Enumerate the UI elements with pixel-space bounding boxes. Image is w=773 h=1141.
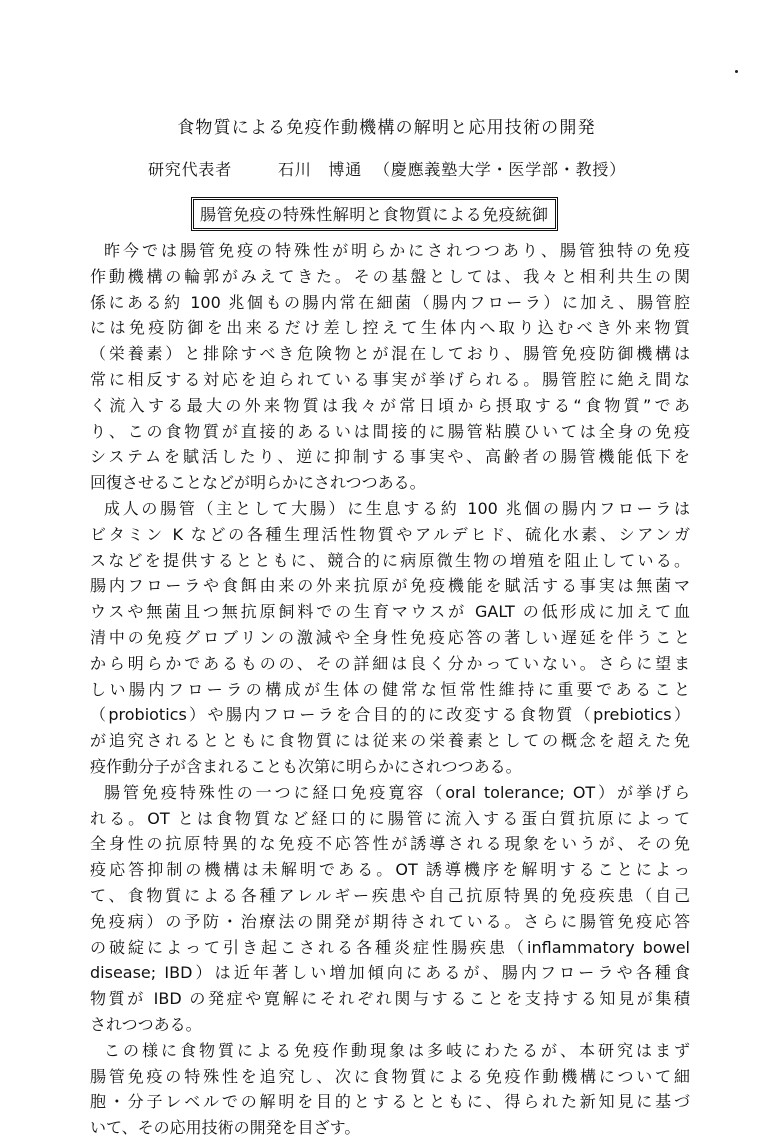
paragraph-3-line: 疫応答抑制の機構は未解明である。OT 誘導機序を解明することによっ [90,860,690,880]
paragraph-4-line: 腸管免疫の特殊性を追究し、次に食物質による免疫作動機構について細 [90,1066,690,1086]
researcher-name: 石川 博通 [278,160,363,179]
paragraph-4-line: 胞・分子レベルでの解明を目的とするとともに、得られた新知見に基づ [90,1092,690,1112]
paragraph-1-line: 回復させることなどが明らかにされつつある。 [90,473,426,493]
paragraph-2-line: 清中の免疫グロブリンの激減や全身性免疫応答の著しい遅延を伴うこと [90,627,690,647]
researcher-line [148,157,626,180]
paragraph-2-line: 成人の腸管（主として大腸）に生息する約 100 兆個の腸内フローラは [104,498,690,518]
section-heading: 腸管免疫の特殊性解明と食物質による免疫統御 [193,199,556,229]
paragraph-1-line: システムを賦活したり、逆に抑制する事実や、高齢者の腸管機能低下を [90,447,690,467]
paragraph-3-line: disease; IBD）は近年著しい増加傾向にあるが、腸内フローラや各種食 [90,963,690,983]
paragraph-2-line: が追究されるとともに食物質には従来の栄養素としての概念を超えた免 [90,731,690,751]
paragraph-2-line: 疫作動分子が含まれることも次第に明らかにされつつある。 [90,756,522,776]
body-text [90,238,690,1141]
paragraph-3-line: 全身性の抗原特異的な免疫不応答性が誘導される現象をいうが、その免 [90,834,690,854]
paragraph-1-line: 作動機構の輪郭がみえてきた。その基盤としては、我々と相利共生の関 [90,266,690,286]
paragraph-2-line: 腸内フローラや食餌由来の外来抗原が免疫機能を賦活する事実は無菌マ [90,576,690,596]
paragraph-3-line: 物質が IBD の発症や寛解にそれぞれ関与することを支持する知見が集積 [90,989,690,1009]
scan-speck [735,70,738,73]
paragraph-1-line: り、この食物質が直接的あるいは間接的に腸管粘膜ひいては全身の免疫 [90,421,690,441]
paragraph-3-line: されつつある。 [90,1014,202,1034]
paragraph-3-line: 免疫病）の予防・治療法の開発が期待されている。さらに腸管免疫応答 [90,911,690,931]
paragraph-4-line: いて、その応用技術の開発を目ざす。 [90,1118,361,1138]
paragraph-1-line: 常に相反する対応を迫られている事実が挙げられる。腸管腔に絶え間な [90,369,690,389]
paragraph-1-line: く流入する最大の外来物質は我々が常日頃から摂取する“食物質”であ [90,395,690,415]
paragraph-3-line: れる。OT とは食物質など経口的に腸管に流入する蛋白質抗原によって [90,808,690,828]
researcher-role: 研究代表者 [148,160,233,179]
paragraph-1-line: （栄養素）と排除すべき危険物とが混在しており、腸管免疫防御機構は [90,344,690,364]
paragraph-1-line: 昨今では腸管免疫の特殊性が明らかにされつつあり、腸管独特の免疫 [104,241,690,260]
paragraph-1-line: には免疫防御を出来るだけ差し控えて生体内へ取り込むべき外来物質 [90,318,690,338]
paragraph-2-line: スなどを提供するとともに、競合的に病原微生物の増殖を阻止している。 [90,550,690,570]
paragraph-3-line: 腸管免疫特殊性の一つに経口免疫寛容（oral tolerance; OT）が挙げら [104,782,690,802]
paragraph-2-line: から明らかであるものの、その詳細は良く分かっていない。さらに望ま [90,653,690,673]
paragraph-2-line: しい腸内フローラの構成が生体の健常な恒常性維持に重要であること [90,679,690,699]
paragraph-2-line: ビタミン K などの各種生理活性物質やアルデヒド、硫化水素、シアンガ [90,524,690,544]
paragraph-3-line: の破綻によって引き起こされる各種炎症性腸疾患（inflammatory bowel [90,937,690,957]
paragraph-4-line: この様に食物質による免疫作動現象は多岐にわたるが、本研究はまず [104,1040,690,1060]
researcher-affiliation: （慶應義塾大学・医学部・教授） [374,160,627,179]
paragraph-3-line: て、食物質による各種アレルギー疾患や自己抗原特異的免疫疾患（自己 [90,885,690,905]
paragraph-1-line: 係にある約 100 兆個もの腸内常在細菌（腸内フローラ）に加え、腸管腔 [90,292,690,312]
document-title: 食物質による免疫作動機構の解明と応用技術の開発 [177,118,596,138]
paragraph-2-line: （probiotics）や腸内フローラを合目的的に改変する食物質（prebiotics） [90,705,690,725]
paragraph-2-line: ウスや無菌且つ無抗原飼料での生育マウスが GALT の低形成に加えて血 [90,602,690,622]
